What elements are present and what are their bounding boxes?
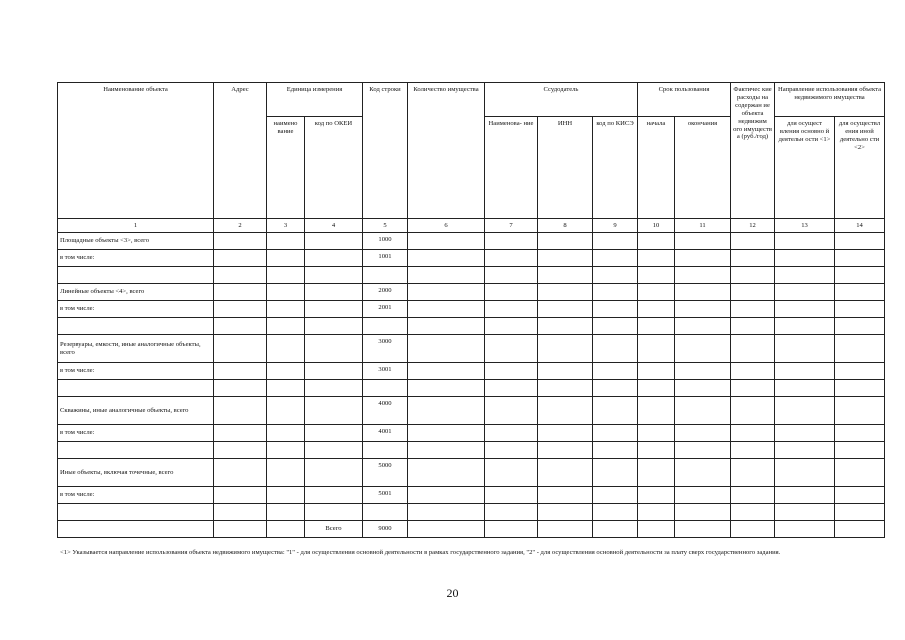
empty-cell — [675, 397, 731, 425]
empty-cell — [305, 380, 363, 397]
empty-cell — [593, 425, 638, 442]
empty-cell — [214, 487, 267, 504]
empty-cell — [675, 487, 731, 504]
object-name-cell: в том числе: — [58, 425, 214, 442]
empty-cell — [305, 335, 363, 363]
empty-cell — [485, 425, 538, 442]
column-number-cell: 4 — [305, 219, 363, 233]
row-code-cell: 4000 — [363, 397, 408, 425]
object-name-cell: в том числе: — [58, 301, 214, 318]
header-term: Срок пользования — [638, 83, 731, 117]
empty-cell — [408, 318, 485, 335]
empty-cell — [408, 267, 485, 284]
empty-cell — [835, 301, 885, 318]
empty-cell — [638, 267, 675, 284]
empty-cell — [638, 397, 675, 425]
empty-cell — [775, 284, 835, 301]
empty-cell — [408, 335, 485, 363]
header-address: Адрес — [214, 83, 267, 219]
empty-cell — [485, 363, 538, 380]
page-number: 20 — [446, 586, 459, 600]
empty-cell — [305, 504, 363, 521]
empty-cell — [408, 397, 485, 425]
empty-cell — [638, 250, 675, 267]
empty-cell — [485, 380, 538, 397]
empty-cell — [731, 459, 775, 487]
row-code-cell: 4001 — [363, 425, 408, 442]
empty-cell — [408, 363, 485, 380]
empty-cell — [214, 459, 267, 487]
empty-cell — [305, 250, 363, 267]
table-row — [58, 301, 885, 318]
empty-cell — [538, 284, 593, 301]
empty-cell — [638, 442, 675, 459]
column-number-row — [58, 219, 885, 233]
empty-cell — [408, 284, 485, 301]
header-direction-main: для осущест вления основно й деятельн ости <1> — [775, 117, 835, 219]
header-actual-expenses: Фактичес кие расходы на содержан ие объекта недвижим ого имуществ а (руб./год) — [731, 83, 775, 219]
empty-cell — [305, 301, 363, 318]
column-number-cell: 11 — [675, 219, 731, 233]
empty-cell — [214, 267, 267, 284]
empty-cell — [835, 250, 885, 267]
column-number-cell: 3 — [267, 219, 305, 233]
empty-cell — [305, 459, 363, 487]
empty-cell — [214, 335, 267, 363]
header-term-start: начала — [638, 117, 675, 219]
column-number-cell: 5 — [363, 219, 408, 233]
empty-cell — [775, 504, 835, 521]
empty-cell — [775, 397, 835, 425]
empty-cell — [538, 521, 593, 538]
row-code-cell: 5000 — [363, 459, 408, 487]
empty-cell — [638, 504, 675, 521]
object-name-cell: в том числе: — [58, 250, 214, 267]
object-name-cell: в том числе: — [58, 363, 214, 380]
table-row — [58, 250, 885, 267]
empty-cell — [638, 521, 675, 538]
empty-cell — [408, 250, 485, 267]
empty-cell — [638, 459, 675, 487]
empty-cell — [593, 504, 638, 521]
column-number-cell: 6 — [408, 219, 485, 233]
empty-cell — [775, 267, 835, 284]
empty-cell — [835, 425, 885, 442]
empty-cell — [835, 233, 885, 250]
empty-cell — [731, 233, 775, 250]
empty-cell — [593, 318, 638, 335]
empty-cell — [775, 233, 835, 250]
empty-cell — [305, 284, 363, 301]
empty-cell — [214, 380, 267, 397]
empty-cell — [538, 442, 593, 459]
empty-cell — [675, 233, 731, 250]
table-row — [58, 284, 885, 301]
empty-cell — [538, 397, 593, 425]
empty-cell — [731, 267, 775, 284]
empty-cell — [408, 233, 485, 250]
empty-cell — [485, 301, 538, 318]
row-code-cell — [363, 442, 408, 459]
table-row — [58, 380, 885, 397]
table-row — [58, 318, 885, 335]
empty-cell — [485, 521, 538, 538]
header-lender-kise: код по КИСЭ — [593, 117, 638, 219]
empty-cell — [835, 335, 885, 363]
empty-cell — [775, 459, 835, 487]
empty-cell — [675, 442, 731, 459]
empty-cell — [538, 425, 593, 442]
empty-cell — [305, 487, 363, 504]
table-body — [58, 233, 885, 538]
empty-cell — [485, 442, 538, 459]
empty-cell — [267, 397, 305, 425]
empty-cell — [267, 487, 305, 504]
row-code-cell — [363, 380, 408, 397]
empty-cell — [485, 318, 538, 335]
empty-cell — [731, 250, 775, 267]
object-name-cell: Резервуары, емкости, иные аналогичные объекты, всего — [58, 335, 214, 363]
empty-cell — [731, 397, 775, 425]
header-object-name: Наименование объекта — [58, 83, 214, 219]
empty-cell — [775, 425, 835, 442]
row-code-cell — [363, 318, 408, 335]
empty-cell — [775, 301, 835, 318]
empty-cell — [408, 301, 485, 318]
empty-cell — [214, 301, 267, 318]
empty-cell — [593, 233, 638, 250]
empty-cell — [675, 267, 731, 284]
empty-cell — [775, 363, 835, 380]
total-row — [58, 521, 885, 538]
empty-cell — [731, 521, 775, 538]
empty-cell — [214, 442, 267, 459]
empty-cell — [675, 521, 731, 538]
column-number-cell: 10 — [638, 219, 675, 233]
empty-cell — [485, 267, 538, 284]
object-name-cell — [58, 442, 214, 459]
empty-cell — [408, 521, 485, 538]
column-number-cell: 7 — [485, 219, 538, 233]
empty-cell — [267, 380, 305, 397]
empty-cell — [593, 521, 638, 538]
empty-cell — [305, 233, 363, 250]
empty-cell — [593, 335, 638, 363]
empty-cell — [214, 284, 267, 301]
empty-cell — [267, 425, 305, 442]
object-name-cell — [58, 318, 214, 335]
empty-cell — [408, 459, 485, 487]
empty-cell — [305, 267, 363, 284]
empty-cell — [675, 504, 731, 521]
empty-cell — [775, 442, 835, 459]
empty-cell — [538, 380, 593, 397]
empty-cell — [267, 363, 305, 380]
empty-cell — [267, 233, 305, 250]
row-code-cell: 5001 — [363, 487, 408, 504]
empty-cell — [538, 267, 593, 284]
empty-cell — [675, 250, 731, 267]
empty-cell — [593, 397, 638, 425]
empty-cell — [731, 363, 775, 380]
row-code-cell: 1000 — [363, 233, 408, 250]
empty-cell — [593, 380, 638, 397]
empty-cell — [408, 442, 485, 459]
header-unit-okei: код по ОКЕИ — [305, 117, 363, 219]
empty-cell — [538, 335, 593, 363]
row-code-cell: 2001 — [363, 301, 408, 318]
empty-cell — [267, 301, 305, 318]
empty-cell — [835, 459, 885, 487]
empty-cell — [214, 504, 267, 521]
empty-cell — [267, 284, 305, 301]
row-code-cell: 1001 — [363, 250, 408, 267]
object-name-cell — [58, 267, 214, 284]
empty-cell — [675, 335, 731, 363]
empty-cell — [775, 250, 835, 267]
empty-cell — [214, 250, 267, 267]
total-label: Всего — [305, 521, 363, 538]
table-row — [58, 442, 885, 459]
empty-cell — [538, 233, 593, 250]
empty-cell — [775, 335, 835, 363]
empty-cell — [731, 380, 775, 397]
table-row — [58, 335, 885, 363]
empty-cell — [835, 318, 885, 335]
empty-cell — [593, 250, 638, 267]
empty-cell — [305, 318, 363, 335]
empty-cell — [675, 318, 731, 335]
header-unit-name: наимено вание — [267, 117, 305, 219]
column-number-cell: 8 — [538, 219, 593, 233]
empty-cell — [731, 442, 775, 459]
empty-cell — [267, 521, 305, 538]
empty-cell — [538, 504, 593, 521]
empty-cell — [58, 521, 214, 538]
row-code-cell: 2000 — [363, 284, 408, 301]
header-lender: Ссудодатель — [485, 83, 638, 117]
empty-cell — [835, 397, 885, 425]
table-row — [58, 233, 885, 250]
empty-cell — [485, 233, 538, 250]
empty-cell — [775, 521, 835, 538]
empty-cell — [538, 487, 593, 504]
empty-cell — [593, 487, 638, 504]
header-direction-other: для осуществл ения иной деятельно сти <2> — [835, 117, 885, 219]
empty-cell — [305, 397, 363, 425]
empty-cell — [731, 487, 775, 504]
empty-cell — [485, 397, 538, 425]
header-lender-name: Наименова- ние — [485, 117, 538, 219]
empty-cell — [408, 380, 485, 397]
empty-cell — [593, 267, 638, 284]
empty-cell — [485, 487, 538, 504]
empty-cell — [638, 335, 675, 363]
empty-cell — [675, 301, 731, 318]
empty-cell — [267, 250, 305, 267]
empty-cell — [638, 318, 675, 335]
table-row — [58, 397, 885, 425]
object-name-cell: Площадные объекты <3>, всего — [58, 233, 214, 250]
object-name-cell: в том числе: — [58, 487, 214, 504]
empty-cell — [485, 459, 538, 487]
empty-cell — [485, 504, 538, 521]
empty-cell — [408, 487, 485, 504]
empty-cell — [593, 459, 638, 487]
empty-cell — [638, 363, 675, 380]
empty-cell — [593, 363, 638, 380]
empty-cell — [305, 363, 363, 380]
empty-cell — [638, 233, 675, 250]
table-row — [58, 363, 885, 380]
row-code-cell: 3001 — [363, 363, 408, 380]
empty-cell — [835, 284, 885, 301]
empty-cell — [267, 442, 305, 459]
table-row — [58, 504, 885, 521]
empty-cell — [835, 267, 885, 284]
empty-cell — [835, 504, 885, 521]
column-number-cell: 1 — [58, 219, 214, 233]
object-name-cell: Скважины, иные аналогичные объекты, всего — [58, 397, 214, 425]
header-unit: Единица измерения — [267, 83, 363, 117]
empty-cell — [214, 397, 267, 425]
empty-cell — [267, 504, 305, 521]
footnote: <1> Указывается направление использования объекта недвижимого имущества: "1" - для осуществления основной деятельности в рамках государственного задания, "2" - для осуществления основной деятельности за плату сверх государственного задания. — [60, 549, 781, 556]
empty-cell — [214, 233, 267, 250]
empty-cell — [731, 301, 775, 318]
empty-cell — [638, 284, 675, 301]
empty-cell — [305, 442, 363, 459]
empty-cell — [214, 425, 267, 442]
empty-cell — [267, 318, 305, 335]
column-number-cell: 14 — [835, 219, 885, 233]
empty-cell — [675, 425, 731, 442]
row-code-cell: 3000 — [363, 335, 408, 363]
object-name-cell: Линейные объекты <4>, всего — [58, 284, 214, 301]
empty-cell — [485, 250, 538, 267]
empty-cell — [593, 301, 638, 318]
empty-cell — [835, 380, 885, 397]
object-name-cell: Иные объекты, включая точечные, всего — [58, 459, 214, 487]
empty-cell — [638, 380, 675, 397]
empty-cell — [731, 335, 775, 363]
column-number-cell: 9 — [593, 219, 638, 233]
empty-cell — [538, 301, 593, 318]
empty-cell — [214, 363, 267, 380]
header-term-end: окончания — [675, 117, 731, 219]
empty-cell — [775, 487, 835, 504]
empty-cell — [538, 250, 593, 267]
empty-cell — [485, 335, 538, 363]
empty-cell — [408, 425, 485, 442]
empty-cell — [267, 335, 305, 363]
empty-cell — [267, 267, 305, 284]
column-number-cell: 13 — [775, 219, 835, 233]
empty-cell — [731, 425, 775, 442]
header-lender-inn: ИНН — [538, 117, 593, 219]
empty-cell — [305, 425, 363, 442]
empty-cell — [675, 459, 731, 487]
empty-cell — [675, 284, 731, 301]
empty-cell — [731, 504, 775, 521]
column-number-cell: 2 — [214, 219, 267, 233]
empty-cell — [593, 284, 638, 301]
empty-cell — [538, 459, 593, 487]
empty-cell — [675, 363, 731, 380]
empty-cell — [485, 284, 538, 301]
object-name-cell — [58, 380, 214, 397]
empty-cell — [214, 521, 267, 538]
empty-cell — [593, 442, 638, 459]
empty-cell — [638, 301, 675, 318]
empty-cell — [638, 425, 675, 442]
empty-cell — [835, 442, 885, 459]
header-usage-direction: Направление использования объекта недвижимого имущества — [775, 83, 885, 117]
table-header — [58, 83, 885, 233]
header-quantity: Количество имущества — [408, 83, 485, 219]
empty-cell — [835, 363, 885, 380]
empty-cell — [835, 487, 885, 504]
table-row — [58, 425, 885, 442]
empty-cell — [731, 318, 775, 335]
empty-cell — [267, 459, 305, 487]
empty-cell — [731, 284, 775, 301]
empty-cell — [214, 318, 267, 335]
column-number-cell: 12 — [731, 219, 775, 233]
row-code-cell — [363, 267, 408, 284]
empty-cell — [775, 380, 835, 397]
empty-cell — [408, 504, 485, 521]
header-row-code: Код строки — [363, 83, 408, 219]
empty-cell — [775, 318, 835, 335]
empty-cell — [538, 318, 593, 335]
table-row — [58, 267, 885, 284]
table-row — [58, 487, 885, 504]
empty-cell — [638, 487, 675, 504]
total-code: 9000 — [363, 521, 408, 538]
property-usage-table — [57, 82, 885, 538]
object-name-cell — [58, 504, 214, 521]
row-code-cell — [363, 504, 408, 521]
empty-cell — [675, 380, 731, 397]
empty-cell — [835, 521, 885, 538]
empty-cell — [538, 363, 593, 380]
table-row — [58, 459, 885, 487]
